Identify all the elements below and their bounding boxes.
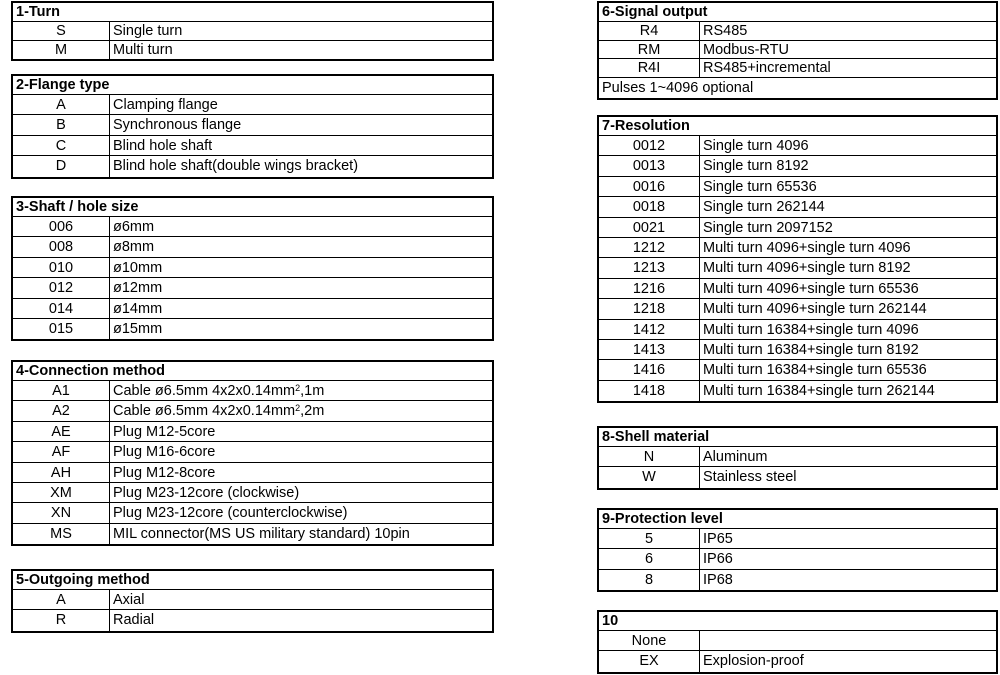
section-turn <box>11 1 494 61</box>
option-code: 1212 <box>599 238 700 257</box>
signal-note: Pulses 1~4096 optional <box>602 79 754 96</box>
option-description: Modbus-RTU <box>703 41 789 58</box>
option-description: Multi turn <box>113 41 173 58</box>
option-code: 0013 <box>599 156 700 175</box>
option-description: Multi turn 4096+single turn 262144 <box>703 301 927 318</box>
table-row <box>599 381 996 401</box>
table-row <box>13 299 492 319</box>
table-row <box>599 238 996 258</box>
option-description <box>110 401 324 420</box>
option-code: A2 <box>13 401 110 420</box>
option-code: B <box>13 115 110 134</box>
option-description: Plug M16-6core <box>113 444 216 461</box>
table-row <box>13 381 492 401</box>
section-title: 10 <box>599 612 996 631</box>
option-description <box>700 631 703 650</box>
option-code: C <box>13 136 110 155</box>
option-description: Plug M12-5core <box>113 423 216 440</box>
section-signal-output <box>597 1 998 100</box>
option-code: R4I <box>599 59 700 77</box>
option-code: XN <box>13 503 110 522</box>
option-description: Multi turn 16384+single turn 65536 <box>703 362 927 379</box>
section-title: 8-Shell material <box>599 428 996 447</box>
option-code: AF <box>13 442 110 461</box>
option-description: IP66 <box>703 551 733 568</box>
option-description: ø12mm <box>113 280 163 297</box>
table-row <box>13 463 492 483</box>
table-row <box>13 258 492 278</box>
option-description: Blind hole shaft <box>113 137 213 154</box>
table-row <box>599 651 996 671</box>
table-row <box>13 483 492 503</box>
option-code: 0018 <box>599 197 700 216</box>
option-code: 1413 <box>599 340 700 359</box>
option-code: W <box>599 467 700 487</box>
table-row <box>599 340 996 360</box>
option-code: 1416 <box>599 360 700 379</box>
option-description <box>110 381 324 400</box>
table-row <box>599 177 996 197</box>
table-row <box>13 115 492 135</box>
squared-superscript: 2 <box>295 383 301 393</box>
table-row <box>599 197 996 217</box>
option-code: None <box>599 631 700 650</box>
option-description: Multi turn 4096+single turn 4096 <box>703 239 911 256</box>
section-shell-material <box>597 426 998 490</box>
table-row <box>599 136 996 156</box>
table-row <box>599 41 996 60</box>
table-row <box>599 320 996 340</box>
option-description: IP68 <box>703 571 733 588</box>
option-code: XM <box>13 483 110 502</box>
option-description: Synchronous flange <box>113 117 242 134</box>
table-row <box>599 529 996 549</box>
option-code: 5 <box>599 529 700 548</box>
option-description: ø6mm <box>113 219 155 235</box>
table-row <box>599 299 996 319</box>
option-description: Plug M23-12core (clockwise) <box>113 484 300 501</box>
option-description: Clamping flange <box>113 97 218 113</box>
table-row <box>599 258 996 278</box>
table-row <box>13 422 492 442</box>
table-row <box>599 156 996 176</box>
option-code: 1412 <box>599 320 700 339</box>
section-title: 3-Shaft / hole size <box>13 198 492 217</box>
option-description: ø10mm <box>113 259 163 276</box>
option-code: 0016 <box>599 177 700 196</box>
option-description: Single turn 262144 <box>703 199 825 216</box>
option-code: 010 <box>13 258 110 277</box>
option-code: 1418 <box>599 381 700 401</box>
option-description: Explosion-proof <box>703 653 804 670</box>
option-description: Single turn 65536 <box>703 178 817 195</box>
option-description: ø14mm <box>113 300 163 317</box>
option-description: Multi turn 16384+single turn 8192 <box>703 341 919 358</box>
option-code: R <box>13 610 110 630</box>
option-description: Multi turn 4096+single turn 65536 <box>703 280 919 297</box>
section-explosion-proof <box>597 610 998 674</box>
option-code: 006 <box>13 217 110 236</box>
option-code: AH <box>13 463 110 482</box>
option-code: R4 <box>599 22 700 40</box>
option-code: MS <box>13 524 110 544</box>
option-description: Radial <box>113 612 155 629</box>
table-row <box>13 22 492 41</box>
option-description: IP65 <box>703 531 733 547</box>
option-code: A <box>13 590 110 609</box>
section-resolution <box>597 115 998 403</box>
option-description: Axial <box>113 592 145 608</box>
option-description: Multi turn 16384+single turn 262144 <box>703 382 935 399</box>
table-row <box>599 549 996 569</box>
section-title: 1-Turn <box>13 3 492 22</box>
option-description: Single turn 2097152 <box>703 219 833 236</box>
table-row <box>13 503 492 523</box>
table-row <box>13 278 492 298</box>
option-description: Blind hole shaft(double wings bracket) <box>113 158 359 175</box>
section-connection-method <box>11 360 494 546</box>
option-code: 008 <box>13 237 110 256</box>
table-row <box>13 524 492 544</box>
option-code: A1 <box>13 381 110 400</box>
table-row <box>599 447 996 467</box>
table-row <box>13 442 492 462</box>
option-description: ø8mm <box>113 239 155 256</box>
option-code: A <box>13 95 110 114</box>
section-title: 4-Connection method <box>13 362 492 381</box>
option-description: RS485+incremental <box>703 60 831 76</box>
section-title: 2-Flange type <box>13 76 492 95</box>
option-description: MIL connector(MS US military standard) 10pin <box>113 525 410 542</box>
table-row <box>599 570 996 590</box>
table-row <box>13 401 492 421</box>
table-row <box>599 631 996 651</box>
option-description: ø15mm <box>113 320 163 337</box>
cable-spec-text: Cable ø6.5mm 4x2x0.14mm <box>113 403 296 420</box>
table-row <box>599 360 996 380</box>
option-description: Plug M12-8core <box>113 464 216 481</box>
option-description: Multi turn 16384+single turn 4096 <box>703 321 919 338</box>
table-row <box>599 218 996 238</box>
section-outgoing-method <box>11 569 494 633</box>
option-code: 1218 <box>599 299 700 318</box>
option-code: 8 <box>599 570 700 590</box>
option-description: Single turn 4096 <box>703 138 809 154</box>
section-title: 5-Outgoing method <box>13 571 492 590</box>
option-code: D <box>13 156 110 176</box>
cable-length-text: ,2m <box>300 403 325 420</box>
option-code: M <box>13 41 110 60</box>
section-flange-type <box>11 74 494 179</box>
table-row <box>599 279 996 299</box>
cable-spec-text: Cable ø6.5mm 4x2x0.14mm <box>113 383 296 399</box>
table-row <box>13 319 492 339</box>
section-title: 7-Resolution <box>599 117 996 136</box>
table-row <box>13 156 492 176</box>
option-description: Stainless steel <box>703 469 797 486</box>
table-row <box>13 136 492 156</box>
table-row <box>13 95 492 115</box>
table-row <box>599 467 996 487</box>
table-row <box>13 237 492 257</box>
table-row <box>13 610 492 630</box>
option-description: Single turn 8192 <box>703 158 809 175</box>
option-description: Multi turn 4096+single turn 8192 <box>703 260 911 277</box>
option-description: Aluminum <box>703 449 768 465</box>
option-code: RM <box>599 41 700 59</box>
option-description: Plug M23-12core (counterclockwise) <box>113 505 348 522</box>
option-description: RS485 <box>703 23 748 39</box>
table-row <box>599 59 996 78</box>
option-code: 6 <box>599 549 700 568</box>
option-code: 1216 <box>599 279 700 298</box>
section-title: 6-Signal output <box>599 3 996 22</box>
section-protection-level <box>597 508 998 592</box>
table-row <box>599 22 996 41</box>
section-shaft-hole-size <box>11 196 494 341</box>
option-description: Single turn <box>113 23 183 39</box>
option-code: 0021 <box>599 218 700 237</box>
table-row <box>13 41 492 60</box>
option-code: N <box>599 447 700 466</box>
option-code: 014 <box>13 299 110 318</box>
table-row <box>13 217 492 237</box>
squared-superscript: 2 <box>295 403 301 414</box>
option-code: 0012 <box>599 136 700 155</box>
cable-length-text: ,1m <box>300 383 325 399</box>
option-code: 012 <box>13 278 110 297</box>
option-code: S <box>13 22 110 40</box>
option-code: 1213 <box>599 258 700 277</box>
section-title: 9-Protection level <box>599 510 996 529</box>
option-code: 015 <box>13 319 110 339</box>
table-row <box>13 590 492 610</box>
option-code: AE <box>13 422 110 441</box>
option-code: EX <box>599 651 700 671</box>
